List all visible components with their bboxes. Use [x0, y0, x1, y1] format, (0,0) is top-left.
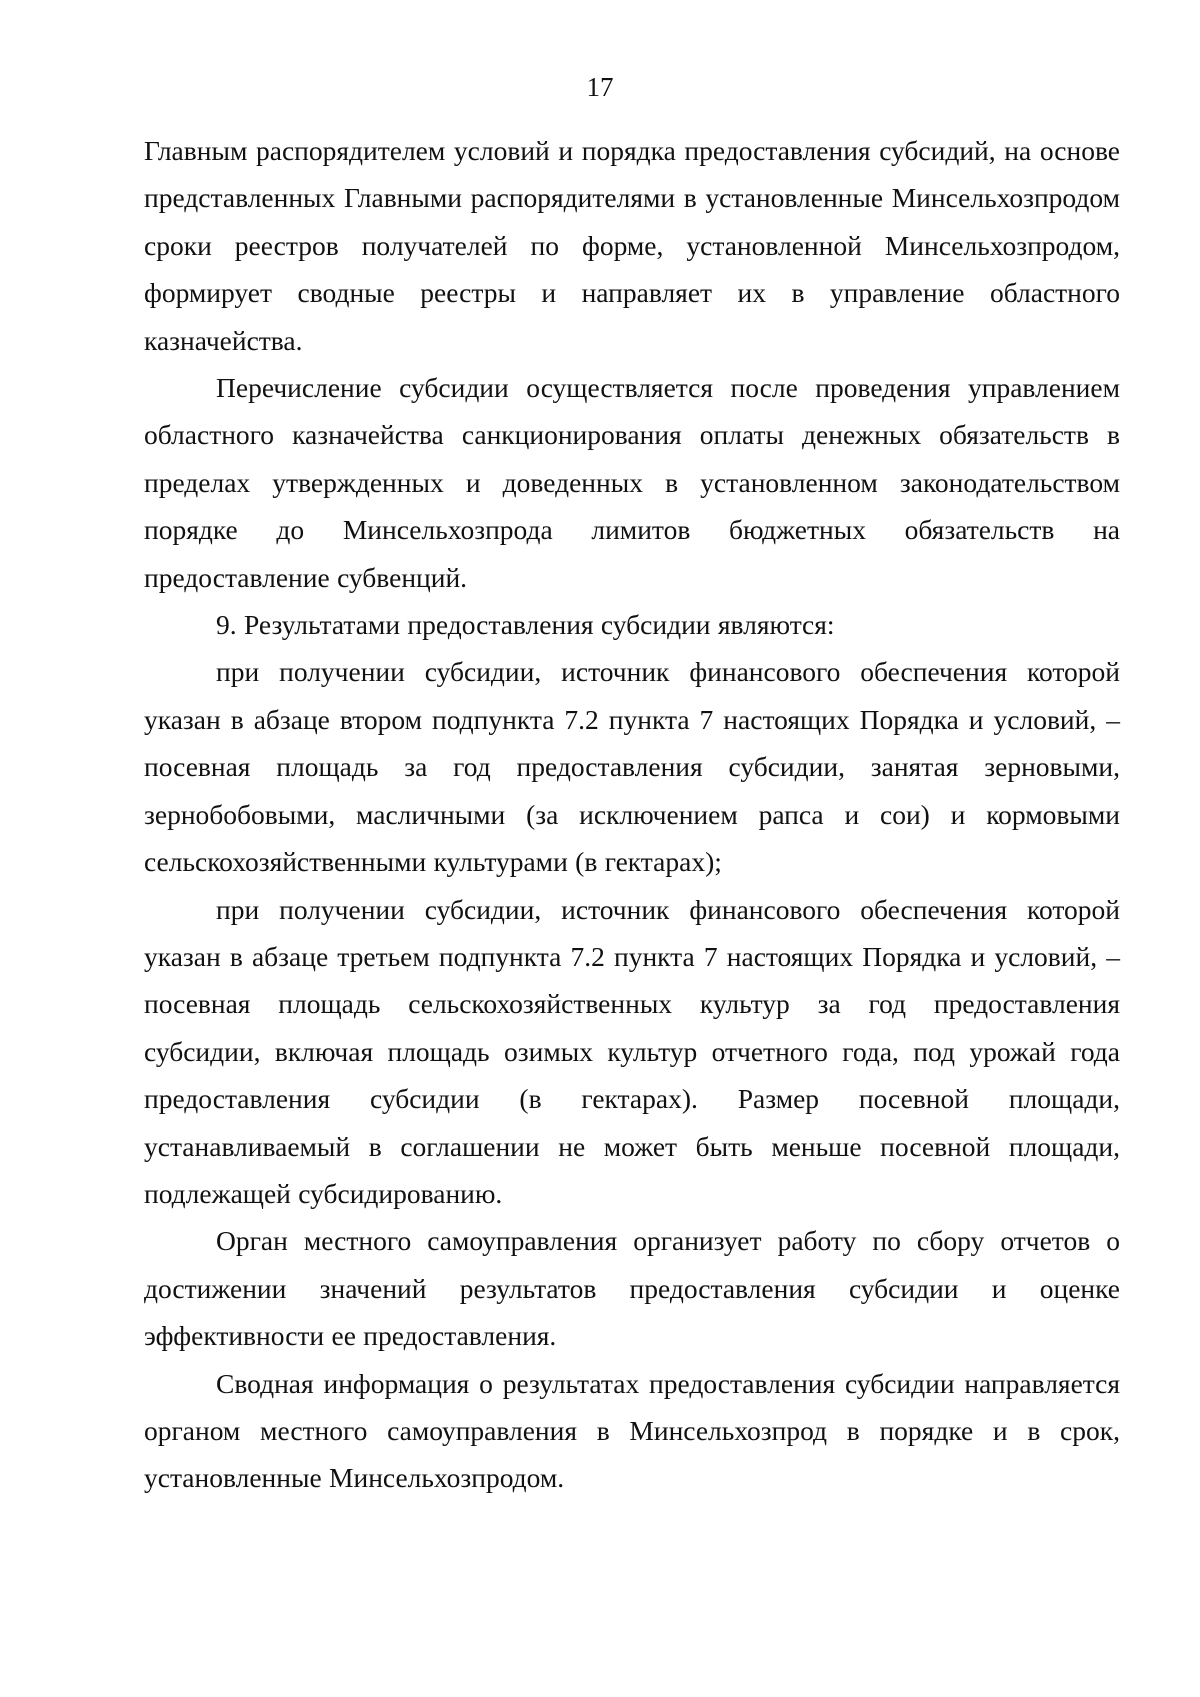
- paragraph-reporting: Орган местного самоуправления организует работу по сбору отчетов о достижении значений результатов предоставления субсидии и оценке эффективности ее предоставления.: [144, 1225, 1120, 1352]
- paragraph-registry-formation: Главным распорядителем условий и порядка предоставления субсидий, на основе представленных Главными распорядителями в установленные Минсельхозпродом сроки реестров получателей по форме, установленной Минсельхозпродом, формирует сводные реестры и направляет их в управление областного казначейства.: [144, 135, 1120, 356]
- paragraph-result-grain-crops: при получении субсидии, источник финансового обеспечения которой указан в абзаце втором подпункта 7.2 пункта 7 настоящих Порядка и условий, – посевная площадь за год предоставления субсидии, занятая зерновыми, зернобобовыми, масличными (за исключением рапса и сои) и кормовыми сельскохозяйственными культурами (в гектарах);: [144, 656, 1120, 878]
- paragraph-result-agricultural-crops: при получении субсидии, источник финансового обеспечения которой указан в абзаце третьем подпункта 7.2 пункта 7 настоящих Порядка и условий, – посевная площадь сельскохозяйственных культур за год предоставления субсидии, включая площадь озимых культур отчетного года, под урожай года предоставления субсидии (в гектарах). Размер посевной площади, устанавливаемый в соглашении не может быть меньше посевной площади, подлежащей субсидированию.: [144, 893, 1120, 1209]
- page-number: 17: [586, 72, 614, 102]
- paragraph-subsidy-transfer: Перечисление субсидии осуществляется после проведения управлением областного казначейства санкционирования оплаты денежных обязательств в пределах утвержденных и доведенных в установленном законодательством порядке до Минсельхозпрода лимитов бюджетных обязательств на предоставление субвенций.: [144, 372, 1120, 593]
- paragraph-summary-information: Сводная информация о результатах предоставления субсидии направляется органом местного самоуправления в Минсельхозпрод в порядке и в срок, установленные Минсельхозпродом.: [144, 1367, 1120, 1494]
- paragraph-results-heading: 9. Результатами предоставления субсидии являются:: [216, 609, 835, 641]
- document-body: [144, 127, 1120, 1502]
